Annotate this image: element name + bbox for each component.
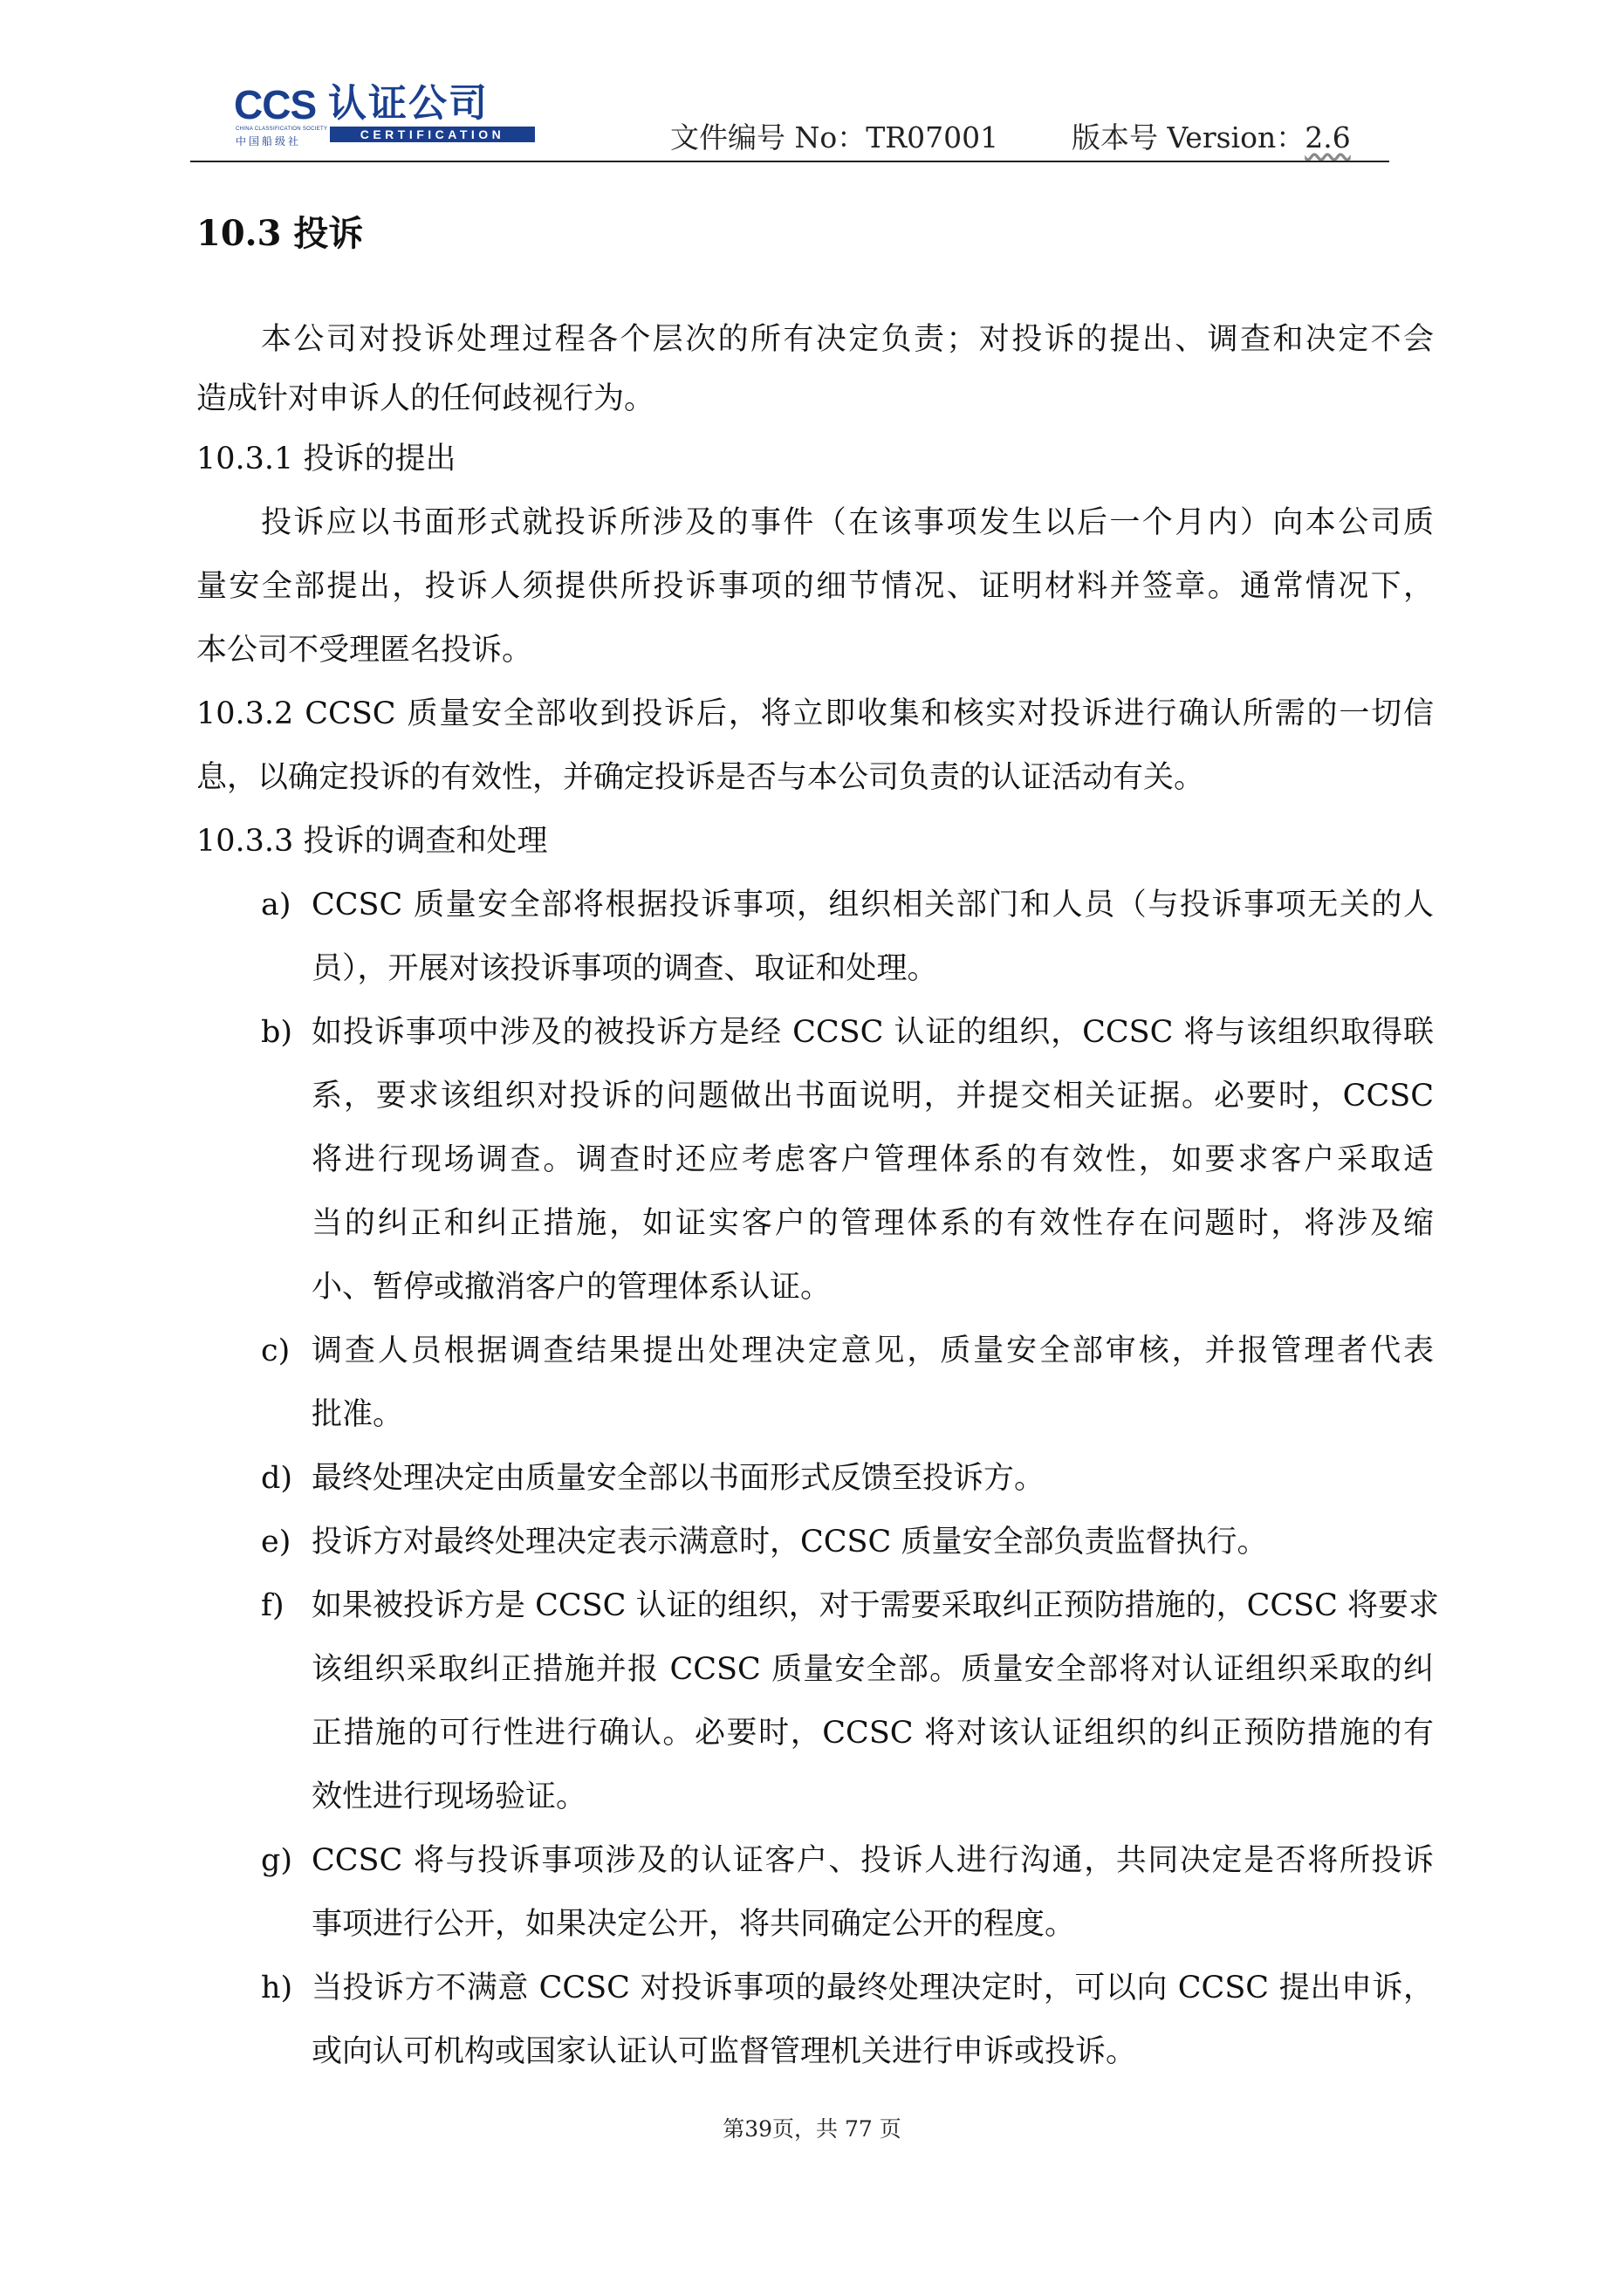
item-h-line-2: 或向认可机构或国家认证认可监督管理机关进行申诉或投诉。 bbox=[312, 2034, 1137, 2069]
item-b-line-2: 系，要求该组织对投诉的问题做出书面说明，并提交相关证据。必要时，CCSC bbox=[312, 1079, 1434, 1114]
item-e-line-1: 投诉方对最终处理决定表示满意时，CCSC 质量安全部负责监督执行。 bbox=[312, 1525, 1268, 1560]
s2-line-1: 10.3.2 CCSC 质量安全部收到投诉后，将立即收集和核实对投诉进行确认所需的一切信 bbox=[196, 696, 1434, 731]
item-f-line-4: 效性进行现场验证。 bbox=[312, 1779, 587, 1814]
page-number: 第39页，共 77 页 bbox=[723, 2116, 901, 2142]
item-b-line-4: 当的纠正和纠正措施，如证实客户的管理体系的有效性存在问题时，将涉及缩 bbox=[312, 1206, 1434, 1241]
version-info bbox=[1072, 115, 1351, 156]
logo-society-en: CHINA CLASSIFICATION SOCIETY bbox=[236, 127, 328, 132]
header-divider bbox=[190, 161, 1389, 162]
item-f-line-3: 正措施的可行性进行确认。必要时，CCSC 将对该认证组织的纠正预防措施的有 bbox=[312, 1716, 1434, 1751]
subsection-title-10-3-1: 10.3.1 投诉的提出 bbox=[196, 442, 456, 476]
logo-abbr: CCS bbox=[234, 82, 317, 127]
item-a-line-2: 员），开展对该投诉事项的调查、取证和处理。 bbox=[312, 951, 938, 986]
intro-line-1: 本公司对投诉处理过程各个层次的所有决定负责；对投诉的提出、调查和决定不会 bbox=[261, 322, 1434, 357]
item-g-line-2: 事项进行公开，如果决定公开，将共同确定公开的程度。 bbox=[312, 1907, 1076, 1942]
list-marker-c: c) bbox=[261, 1333, 291, 1368]
logo-society-cn: 中国船级社 bbox=[236, 135, 302, 147]
item-b-line-3: 将进行现场调查。调查时还应考虑客户管理体系的有效性，如要求客户采取适 bbox=[312, 1142, 1434, 1177]
item-a-line-1: CCSC 质量安全部将根据投诉事项，组织相关部门和人员（与投诉事项无关的人 bbox=[312, 888, 1434, 922]
item-g-line-1: CCSC 将与投诉事项涉及的认证客户、投诉人进行沟通，共同决定是否将所投诉 bbox=[312, 1843, 1434, 1878]
version-value: 2.6 bbox=[1305, 120, 1351, 154]
item-f-line-1: 如果被投诉方是 CCSC 认证的组织，对于需要采取纠正预防措施的，CCSC 将要求 bbox=[312, 1588, 1440, 1623]
subsection-title-10-3-3: 10.3.3 投诉的调查和处理 bbox=[196, 824, 548, 859]
list-marker-a: a) bbox=[261, 888, 291, 922]
s1-line-2: 量安全部提出，投诉人须提供所投诉事项的细节情况、证明材料并签章。通常情况下， bbox=[196, 569, 1434, 604]
s2-line-2: 息，以确定投诉的有效性，并确定投诉是否与本公司负责的认证活动有关。 bbox=[196, 760, 1205, 795]
s1-line-3: 本公司不受理匿名投诉。 bbox=[196, 633, 533, 668]
section-heading: 10.3 投诉 bbox=[196, 213, 364, 254]
item-c-line-1: 调查人员根据调查结果提出处理决定意见，质量安全部审核，并报管理者代表 bbox=[312, 1333, 1434, 1368]
logo-certification-bar: CERTIFICATION bbox=[330, 127, 535, 142]
list-marker-f: f) bbox=[261, 1588, 284, 1623]
item-h-line-1: 当投诉方不满意 CCSC 对投诉事项的最终处理决定时，可以向 CCSC 提出申诉， bbox=[312, 1971, 1434, 2005]
item-f-line-2: 该组织采取纠正措施并报 CCSC 质量安全部。质量安全部将对认证组织采取的纠 bbox=[312, 1652, 1434, 1687]
list-marker-h: h) bbox=[261, 1971, 293, 2005]
ccs-certification-logo bbox=[234, 83, 535, 148]
s1-line-1: 投诉应以书面形式就投诉所涉及的事件（在该事项发生以后一个月内）向本公司质 bbox=[261, 505, 1434, 540]
item-b-line-5: 小、暂停或撤消客户的管理体系认证。 bbox=[312, 1270, 832, 1305]
intro-line-2: 造成针对申诉人的任何歧视行为。 bbox=[196, 381, 655, 416]
list-marker-b: b) bbox=[261, 1015, 293, 1050]
item-d-line-1: 最终处理决定由质量安全部以书面形式反馈至投诉方。 bbox=[312, 1461, 1045, 1496]
item-b-line-1: 如投诉事项中涉及的被投诉方是经 CCSC 认证的组织，CCSC 将与该组织取得联 bbox=[312, 1015, 1434, 1050]
logo-name-cn: 认证公司 bbox=[328, 81, 489, 126]
list-marker-d: d) bbox=[261, 1461, 293, 1496]
document-number: 文件编号 No：TR07001 bbox=[670, 120, 999, 154]
list-marker-e: e) bbox=[261, 1525, 291, 1560]
list-marker-g: g) bbox=[261, 1843, 293, 1878]
version-label: 版本号 Version： bbox=[1072, 120, 1305, 154]
item-c-line-2: 批准。 bbox=[312, 1397, 404, 1432]
